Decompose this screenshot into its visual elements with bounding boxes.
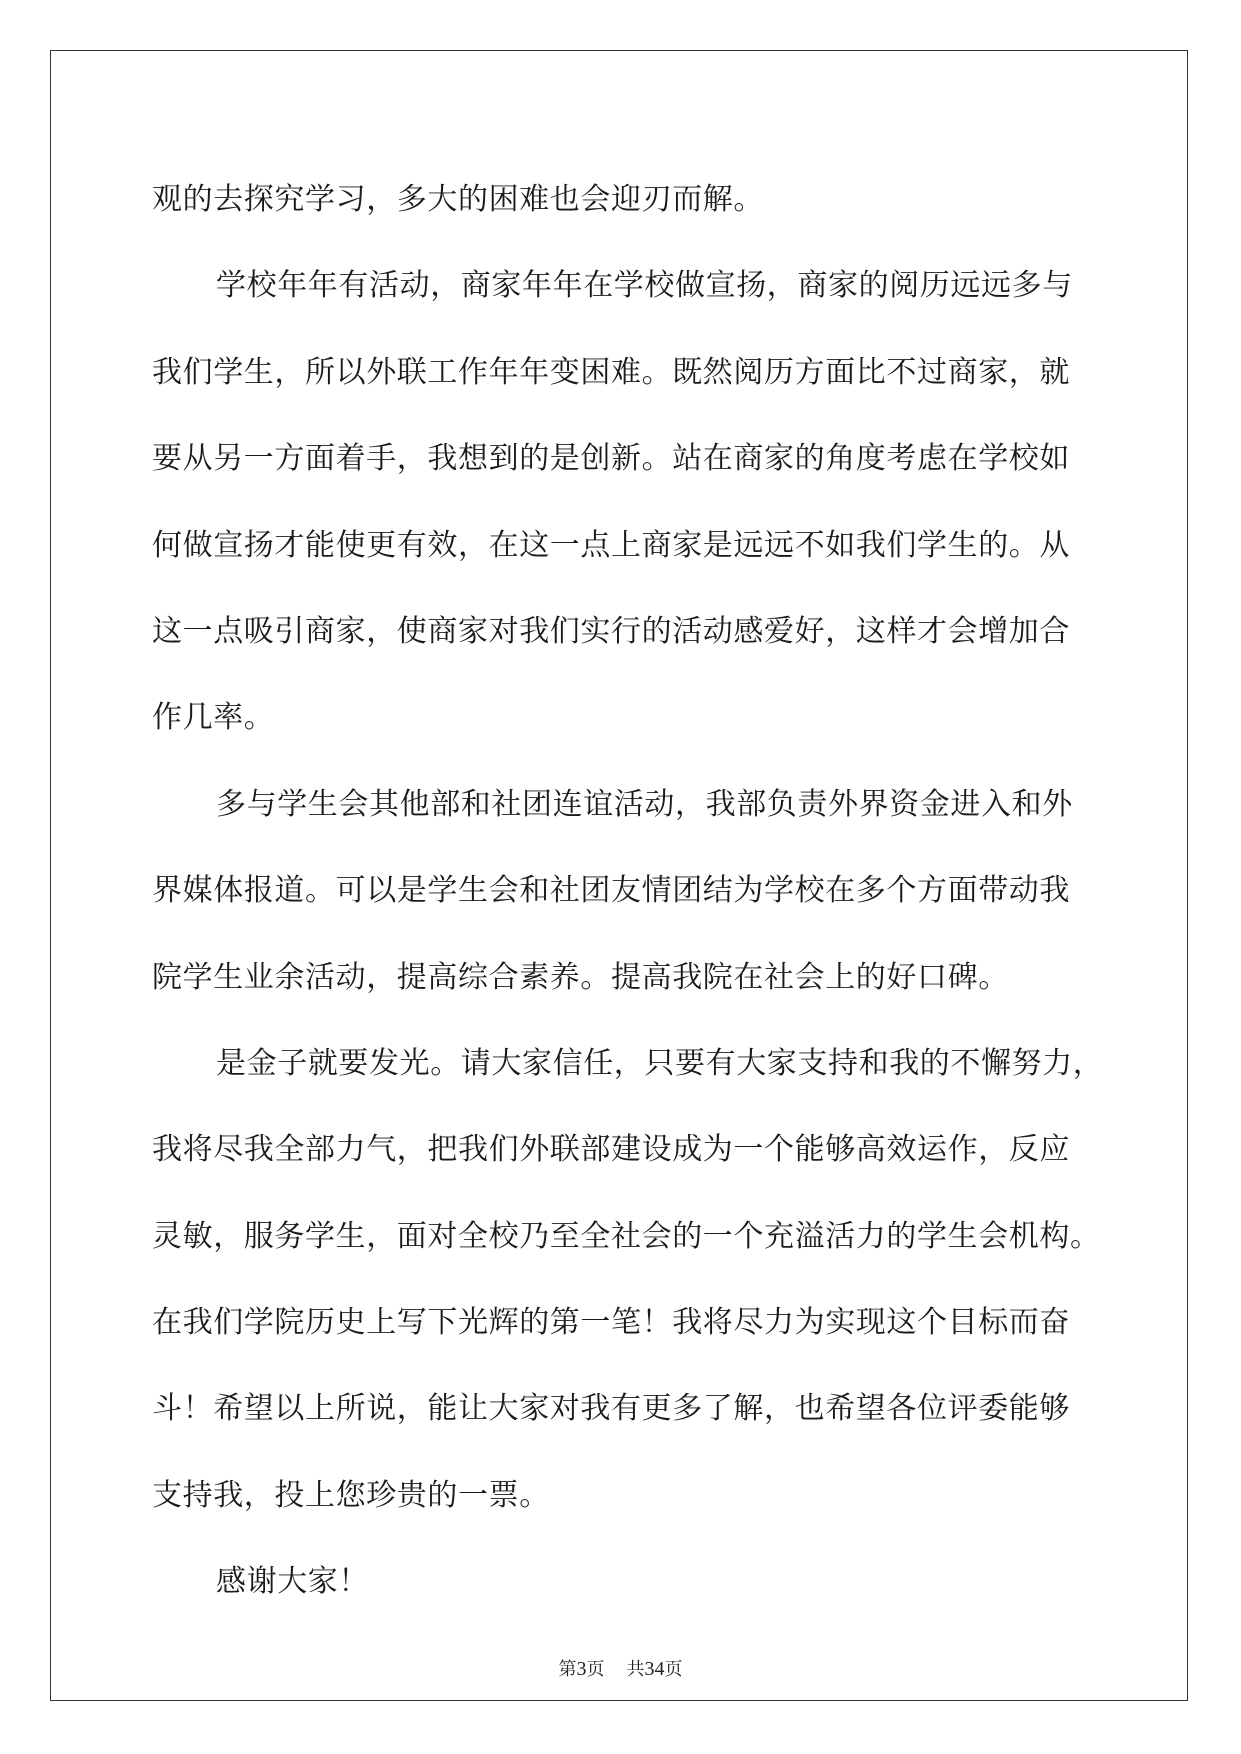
text-line: 灵敏，服务学生，面对全校乃至全社会的一个充溢活力的学生会机构。 [152, 1218, 1101, 1254]
text-line: 观的去探究学习，多大的困难也会迎刃而解。 [152, 182, 764, 217]
text-line: 学校年年有活动，商家年年在学校做宣扬，商家的阅历远远多与 [216, 268, 1073, 304]
text-line: 多与学生会其他部和社团连谊活动，我部负责外界资金进入和外 [216, 786, 1073, 822]
total-label-suffix: 页 [664, 1659, 683, 1680]
text-line: 院学生业余活动，提高综合素养。提高我院在社会上的好口碑。 [152, 959, 1009, 995]
paragraph [152, 1021, 1104, 1539]
text-line: 这一点吸引商家，使商家对我们实行的活动感爱好，这样才会增加合 [152, 613, 1070, 649]
page-label-suffix: 页 [586, 1659, 605, 1680]
text-line: 界媒体报道。可以是学生会和社团友情团结为学校在多个方面带动我 [152, 873, 1070, 909]
text-line: 斗！希望以上所说，能让大家对我有更多了解，也希望各位评委能够 [152, 1391, 1070, 1427]
page-label-prefix: 第 [558, 1659, 577, 1680]
total-pages: 34 [644, 1658, 665, 1680]
text-line: 我将尽我全部力气，把我们外联部建设成为一个能够高效运作，反应 [152, 1132, 1070, 1168]
text-line: 感谢大家！ [216, 1564, 369, 1600]
text-line: 支持我，投上您珍贵的一票。 [152, 1477, 550, 1513]
page-footer [0, 1657, 1241, 1682]
paragraph [152, 762, 1097, 1021]
paragraph [152, 157, 1097, 243]
text-line: 是金子就要发光。请大家信任，只要有大家支持和我的不懈努力， [216, 1045, 1104, 1081]
text-line: 作几率。 [152, 700, 275, 736]
document-body [152, 157, 1104, 1626]
page-number: 3 [576, 1658, 587, 1680]
text-line: 何做宣扬才能使更有效，在这一点上商家是远远不如我们学生的。从 [152, 527, 1070, 563]
text-line: 在我们学院历史上写下光辉的第一笔！我将尽力为实现这个目标而奋 [152, 1305, 1070, 1341]
paragraph [152, 1539, 1097, 1625]
paragraph [152, 243, 1097, 761]
total-label-prefix: 共 [626, 1659, 645, 1680]
text-line: 要从另一方面着手，我想到的是创新。站在商家的角度考虑在学校如 [152, 441, 1070, 477]
text-line: 我们学生，所以外联工作年年变困难。既然阅历方面比不过商家，就 [152, 354, 1070, 390]
